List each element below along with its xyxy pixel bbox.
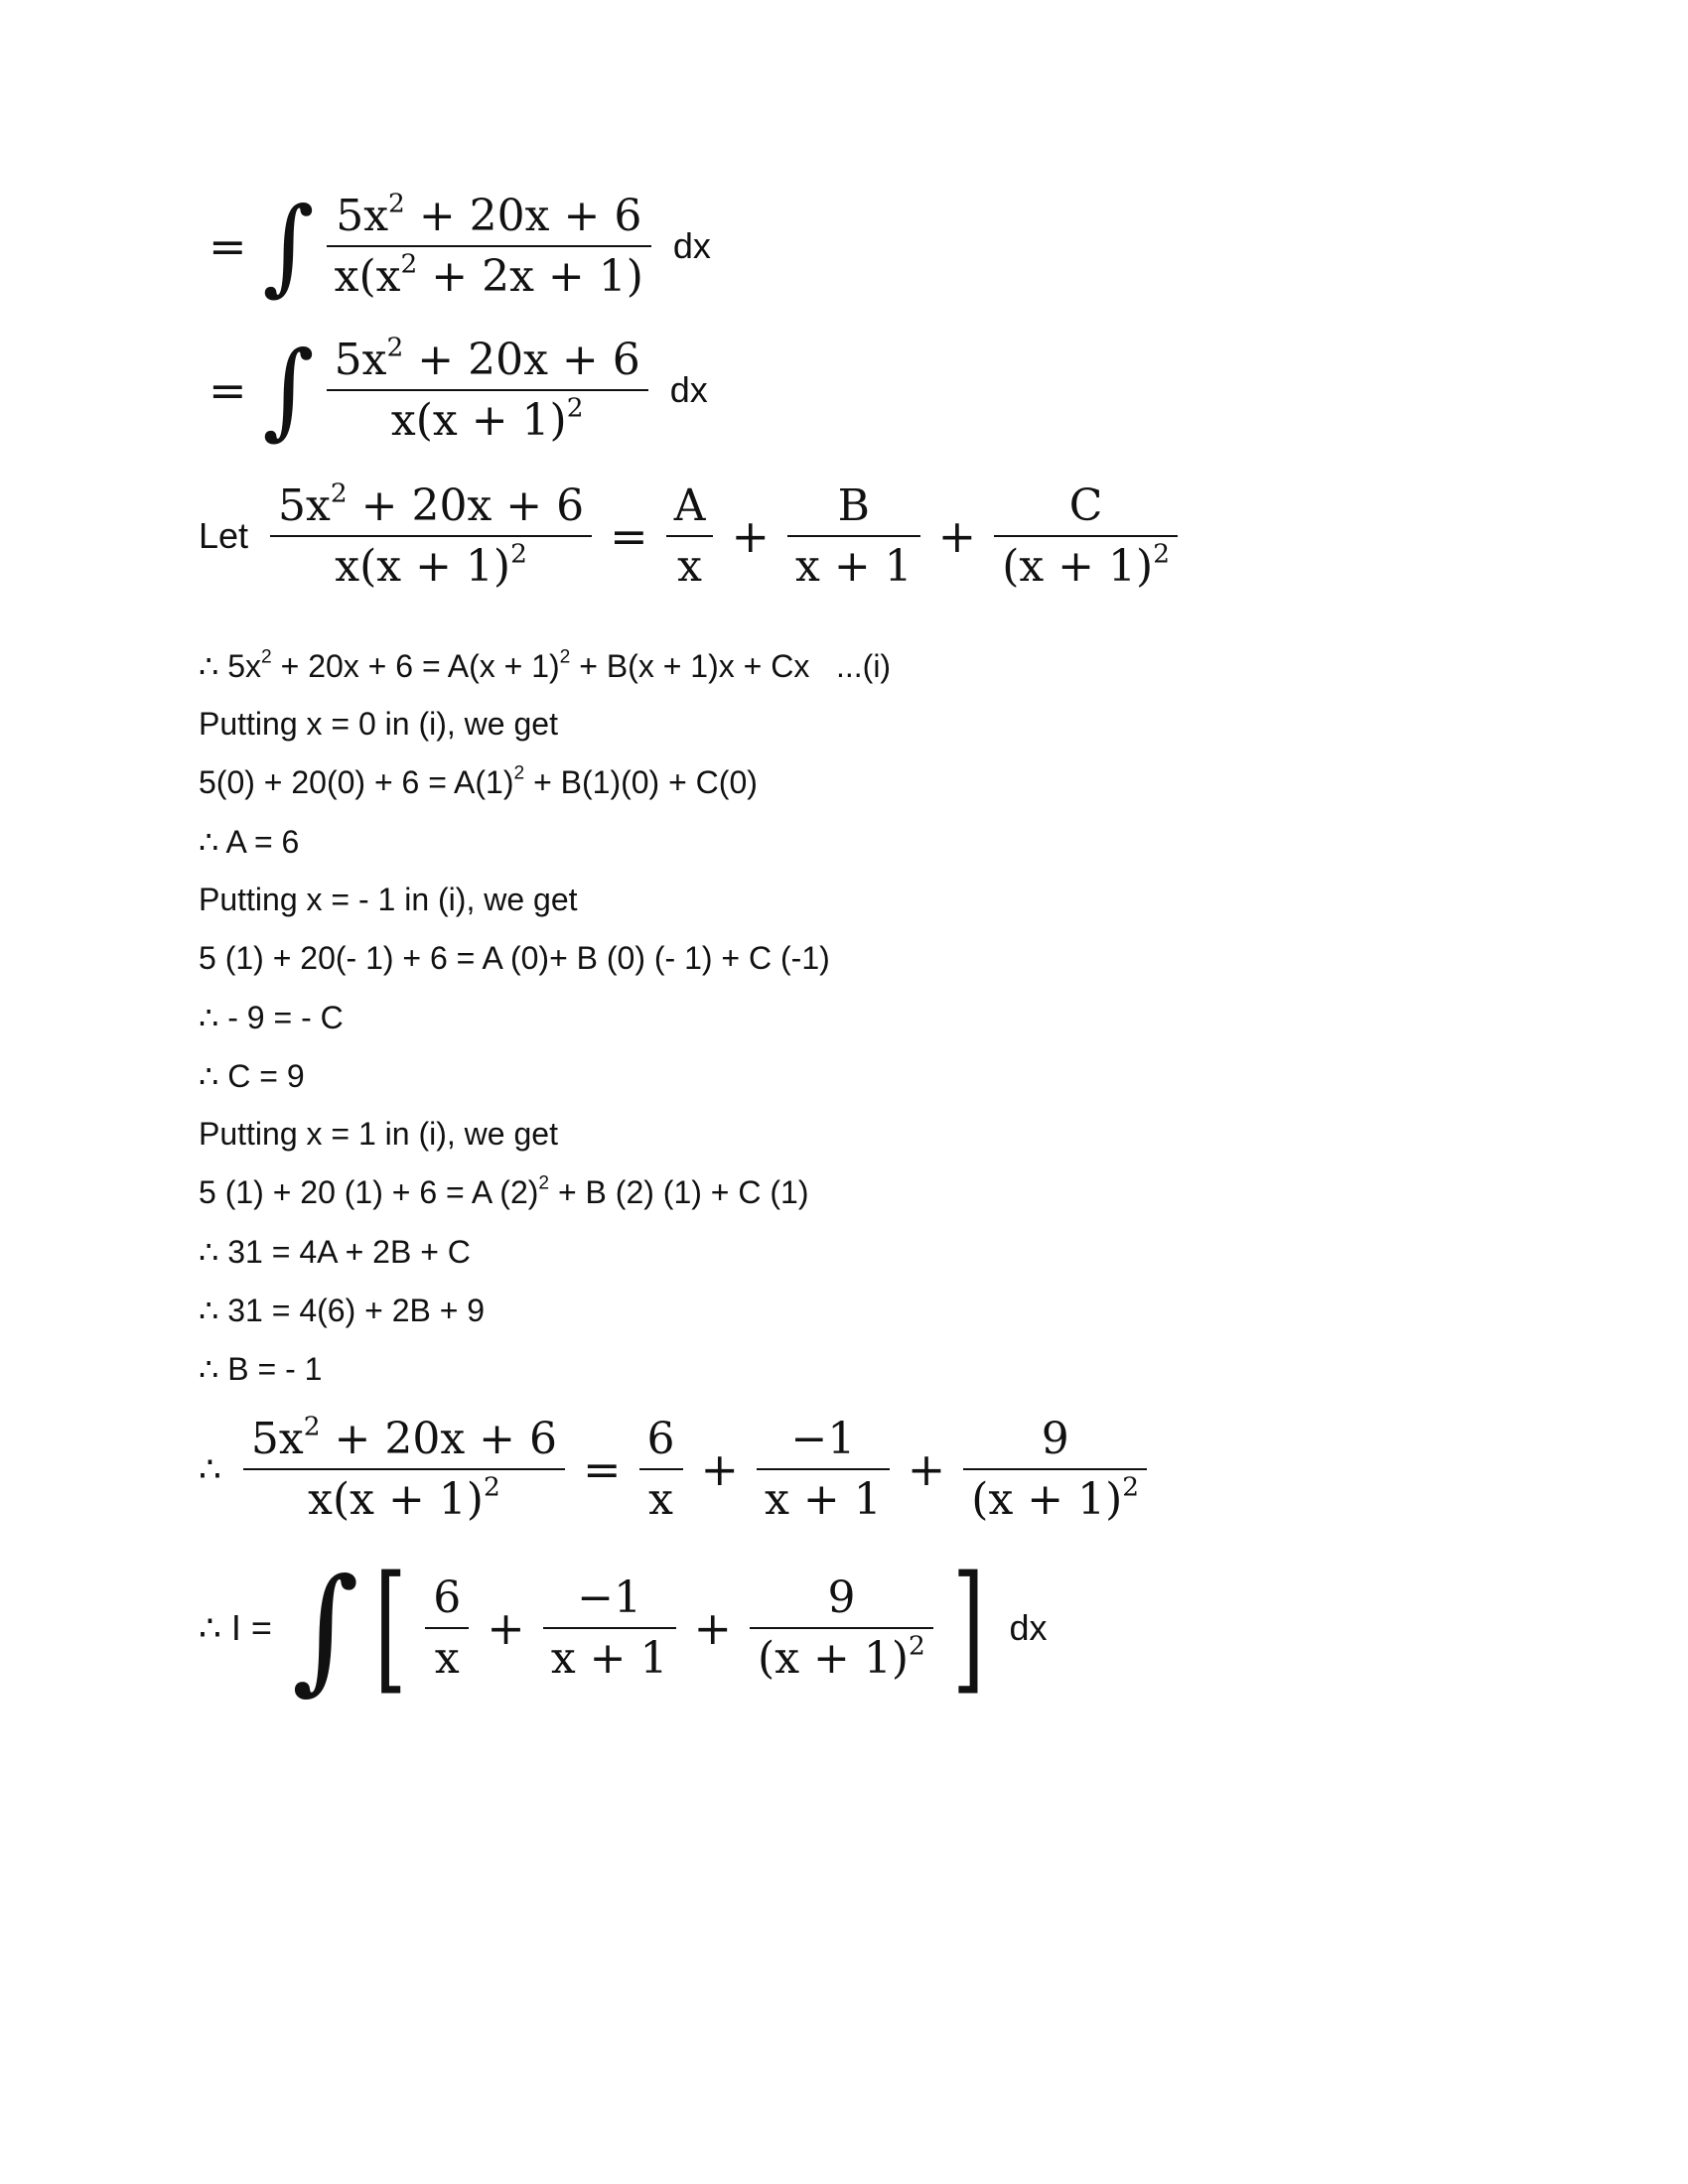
- differential: dx: [672, 225, 711, 266]
- denominator: $x(x + 1)^2$: [335, 538, 527, 592]
- text-line: Putting x = - 1 in (i), we get: [199, 882, 578, 917]
- numerator: $5x^2 + 20x + 6$: [278, 478, 585, 531]
- denominator: $x(x^2 + 2x + 1)$: [334, 248, 643, 302]
- denominator: x + 1: [550, 1633, 668, 1684]
- numerator: $5x^2 + 20x + 6$: [250, 1411, 557, 1464]
- fraction-bar: [543, 1627, 676, 1629]
- fraction-bar: [327, 245, 651, 247]
- left-bracket: [: [373, 1547, 407, 1708]
- fraction-bar: [327, 389, 648, 391]
- fraction-bar: [757, 1468, 890, 1470]
- fraction-bar: [270, 535, 592, 537]
- fraction-bar: [994, 535, 1178, 537]
- fraction-c: [994, 478, 1178, 594]
- fraction-bar: [750, 1627, 933, 1629]
- text-line: ∴ 31 = 4A + 2B + C: [199, 1234, 471, 1270]
- numerator: $5x^2 + 20x + 6$: [334, 332, 640, 385]
- denominator: x + 1: [765, 1474, 882, 1525]
- fraction-a: [666, 478, 714, 594]
- fraction-b: [787, 478, 920, 594]
- numerator: 6: [433, 1572, 462, 1623]
- denominator: $(x + 1)^2$: [971, 1471, 1140, 1525]
- fraction-b: [543, 1570, 676, 1686]
- plus-sign: +: [693, 1601, 733, 1655]
- differential: dx: [1009, 1607, 1048, 1648]
- plus-sign: +: [731, 509, 771, 563]
- equals-sign: =: [209, 219, 247, 273]
- fraction: [270, 478, 592, 594]
- numerator: 9: [1041, 1414, 1069, 1464]
- fraction-a: [425, 1570, 469, 1686]
- denominator: x: [677, 541, 702, 592]
- fraction: [327, 333, 648, 448]
- denominator: x: [648, 1474, 673, 1525]
- numerator: $5x^2 + 20x + 6$: [336, 188, 642, 241]
- fraction-bar: [243, 1468, 565, 1470]
- denominator: $x(x + 1)^2$: [390, 392, 584, 446]
- equation-2: [199, 329, 708, 451]
- denominator: x + 1: [795, 541, 913, 592]
- fraction: [327, 189, 651, 304]
- numerator: 9: [827, 1572, 856, 1623]
- integral-sign: ∫: [262, 329, 315, 451]
- numerator: 6: [646, 1414, 675, 1464]
- plus-sign: +: [700, 1442, 740, 1496]
- fraction-bar: [639, 1468, 683, 1470]
- plus-sign: +: [907, 1442, 946, 1496]
- fraction-c: [963, 1412, 1147, 1527]
- therefore-symbol: ∴: [199, 1448, 221, 1489]
- denominator: $x(x + 1)^2$: [308, 1471, 500, 1525]
- right-bracket: ]: [951, 1547, 985, 1708]
- equation-1: [199, 185, 711, 307]
- denominator: x: [434, 1633, 460, 1684]
- plus-sign: +: [937, 509, 977, 563]
- fraction-bar: [963, 1468, 1147, 1470]
- text-line: ∴ 31 = 4(6) + 2B + 9: [199, 1293, 486, 1328]
- equation-5: [199, 1547, 1048, 1708]
- fraction-bar: [666, 535, 714, 537]
- text-line: ∴ B = - 1: [199, 1351, 323, 1387]
- fraction-a: [639, 1412, 683, 1527]
- equals-sign: =: [583, 1442, 622, 1496]
- numerator: −1: [790, 1414, 856, 1464]
- equals-sign: =: [209, 363, 247, 417]
- text-line: 5 (1) + 20(- 1) + 6 = A (0)+ B (0) (- 1) + C (-1): [199, 940, 830, 976]
- numerator: B: [837, 480, 871, 531]
- equation-3: [199, 478, 1186, 594]
- numerator: C: [1068, 480, 1103, 531]
- fraction-b: [757, 1412, 890, 1527]
- text-line: ∴ - 9 = - C: [199, 1000, 344, 1035]
- denominator: $(x + 1)^2$: [758, 1630, 925, 1684]
- equals-sign: =: [610, 509, 648, 563]
- fraction-c: [750, 1570, 933, 1686]
- integral-lhs: ∴ I =: [199, 1607, 272, 1648]
- fraction: [243, 1412, 565, 1527]
- text-line: Putting x = 0 in (i), we get: [199, 706, 558, 742]
- plus-sign: +: [487, 1601, 525, 1655]
- text-line: ∴ A = 6: [199, 824, 300, 860]
- integral-sign: ∫: [291, 1549, 359, 1707]
- numerator: A: [673, 480, 706, 531]
- denominator: $(x + 1)^2$: [1002, 538, 1170, 592]
- text-line: Putting x = 1 in (i), we get: [199, 1116, 558, 1152]
- numerator: −1: [577, 1572, 642, 1623]
- text-line: 5 (1) + 20 (1) + 6 = A $(2)^2 + B$ (2) (1) + C (1): [199, 1172, 809, 1210]
- text-line: ∴ C = 9: [199, 1058, 305, 1094]
- fraction-bar: [787, 535, 920, 537]
- integral-sign: ∫: [262, 185, 315, 307]
- fraction-bar: [425, 1627, 469, 1629]
- differential: dx: [669, 369, 708, 410]
- text-line: $5(0) + 20(0) + 6 = A(1)^2 + B(1)(0) + C(0)$: [199, 762, 758, 800]
- text-line: ∴ $5x^2 + 20x + 6 = A(x + 1)^2 + B(x + 1)x + Cx$ ...(i): [199, 646, 892, 684]
- let-label: Let: [199, 515, 249, 556]
- equation-4: [199, 1412, 1155, 1527]
